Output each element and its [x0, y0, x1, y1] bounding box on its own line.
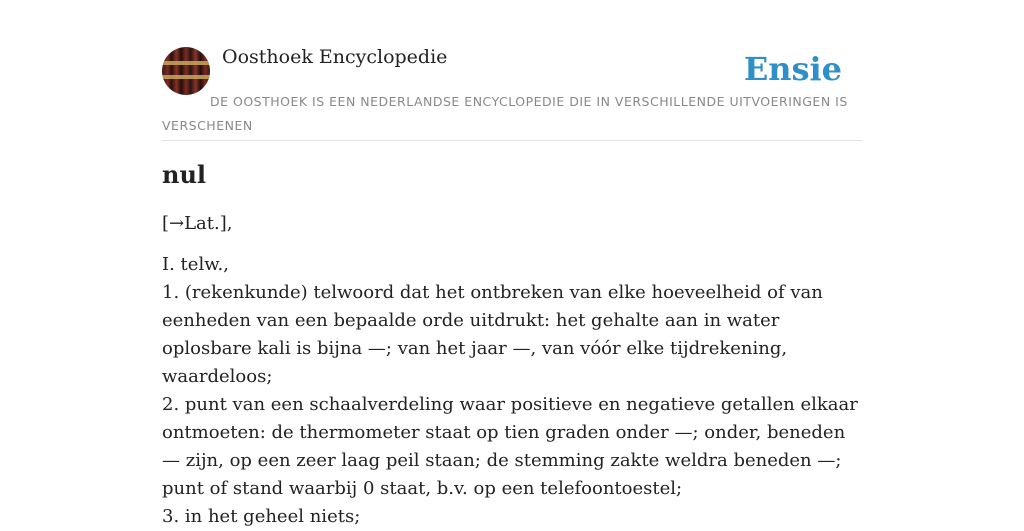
definition-line: 1. (rekenkunde) telwoord dat het ontbreken van elke hoeveelheid of van eenheden van een bepaalde orde uitdrukt: het gehalte aan in water oplosbare kali is bijna —; van het jaar —, van vóór elke tijdrekening, waardeloos;	[162, 282, 823, 387]
site-logo-avatar[interactable]	[162, 47, 210, 95]
site-header	[162, 46, 862, 141]
entry-etymology: [→Lat.],	[162, 213, 233, 234]
site-tagline: DE OOSTHOEK IS EEN NEDERLANDSE ENCYCLOPEDIE DIE IN VERSCHILLENDE UITVOERINGEN IS VERSCHENEN	[162, 94, 848, 133]
book-spine-band	[162, 61, 210, 65]
entry-definition	[162, 251, 862, 531]
site-title-link[interactable]: Oosthoek Encyclopedie	[222, 46, 448, 68]
entry-content	[162, 160, 862, 531]
definition-line: 2. punt van een schaalverdeling waar positieve en negatieve getallen elkaar ontmoeten: de thermometer staat op tien graden onder —; onder, beneden — zijn, op een zeer laag peil staan; de stemming zakte weldra beneden —; punt of stand waarbij 0 staat, b.v. op een telefoontoestel;	[162, 394, 858, 499]
definition-line: I. telw.,	[162, 254, 229, 275]
ensie-brand-link[interactable]: Ensie	[743, 50, 842, 88]
book-spine-band	[162, 75, 210, 79]
definition-line: 3. in het geheel niets;	[162, 506, 361, 527]
entry-term: nul	[162, 160, 207, 189]
